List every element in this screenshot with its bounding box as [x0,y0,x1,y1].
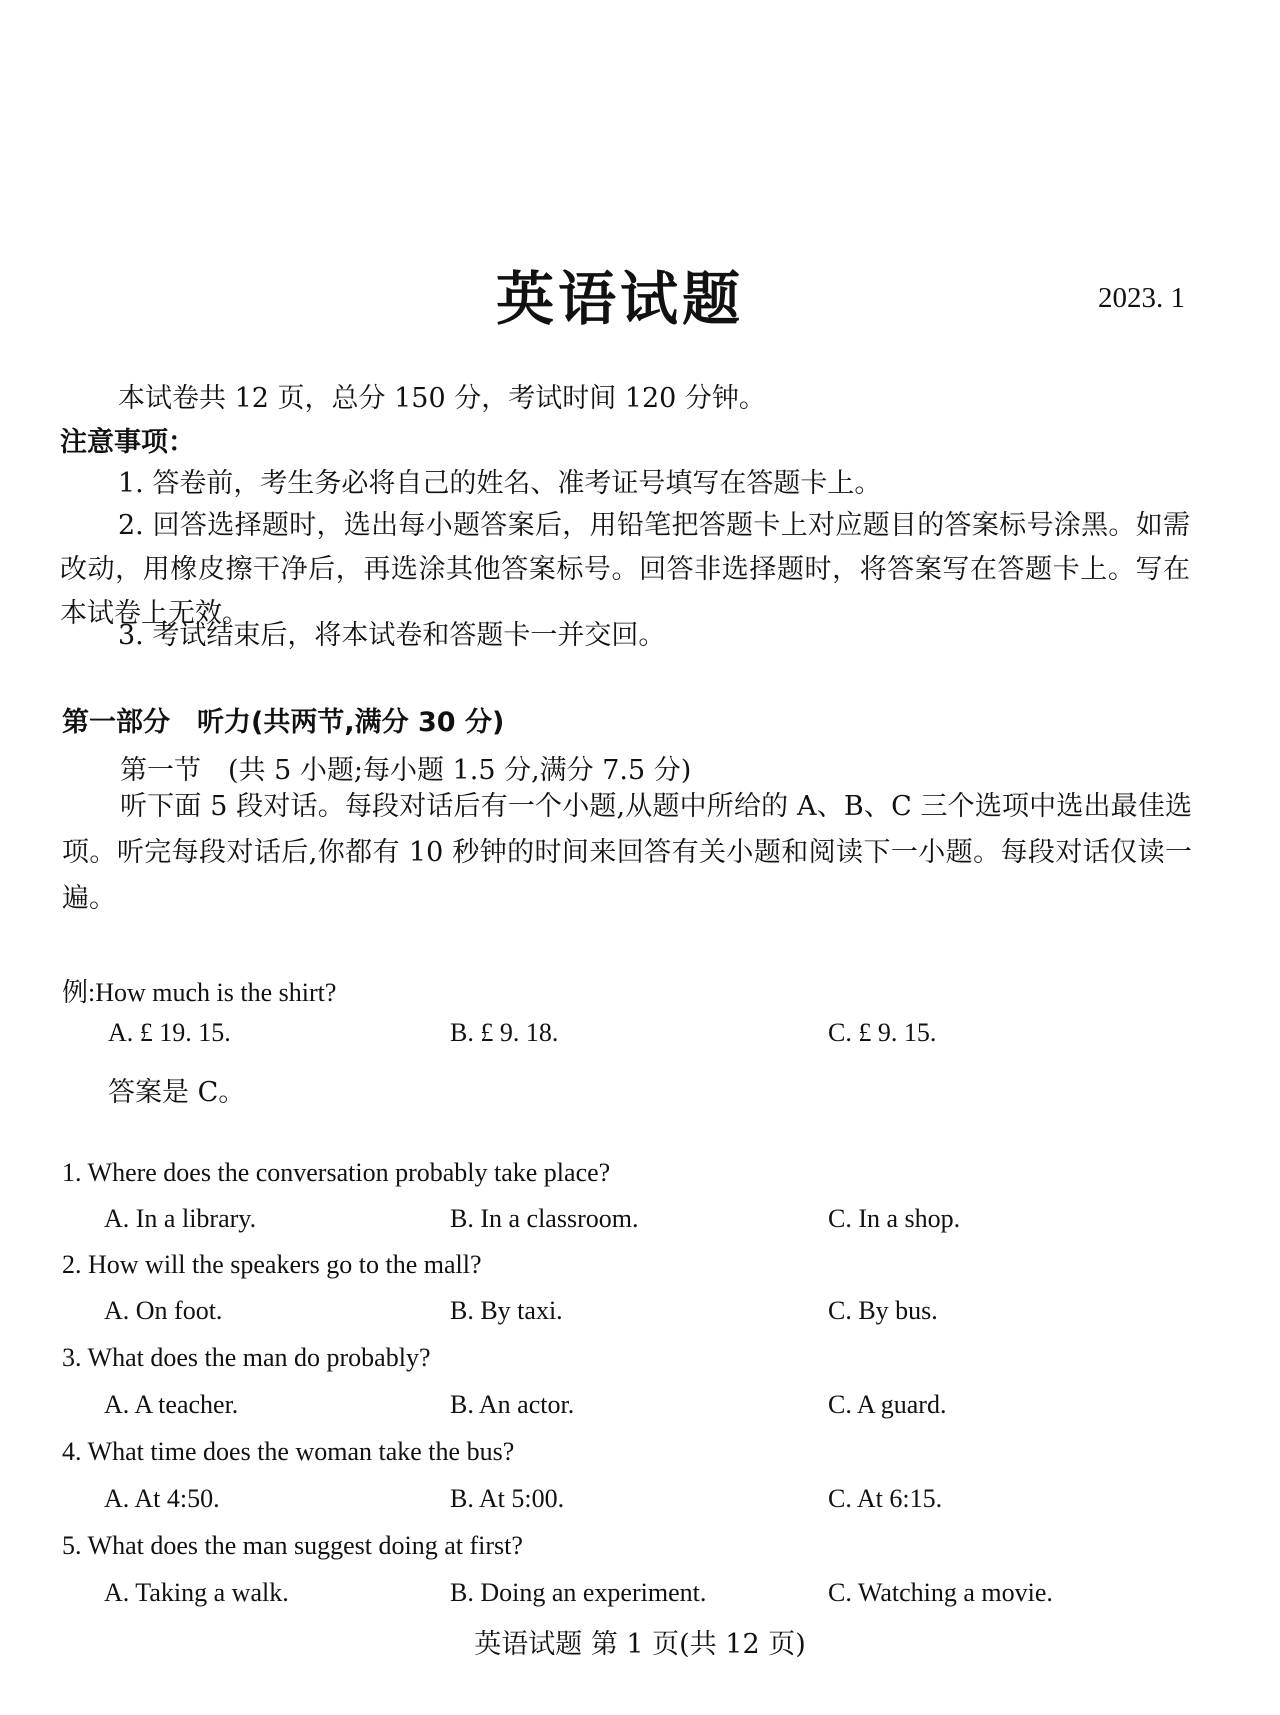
example-question: 例:How much is the shirt? [62,978,337,1007]
option-c: C. In a shop. [828,1204,961,1233]
option-b: B. At 5:00. [450,1484,565,1513]
option-a: A. £ 19. 15. [108,1018,231,1047]
option-b: B. £ 9. 18. [450,1018,559,1047]
option-c: C. By bus. [828,1296,938,1325]
option-b: B. In a classroom. [450,1204,639,1233]
option-a: A. At 4:50. [104,1484,220,1513]
question-text: 5. What does the man suggest doing at first? [62,1531,523,1560]
question-text: 4. What time does the woman take the bus? [62,1437,515,1466]
question-text: 1. Where does the conversation probably take place? [62,1158,611,1187]
notice-heading: 注意事项： [60,427,195,458]
notice-item: 3. 考试结束后，将本试卷和答题卡一并交回。 [118,620,666,651]
option-c: C. A guard. [828,1390,947,1419]
page-title: 英语试题 [495,265,744,333]
option-b: B. An actor. [450,1390,575,1419]
option-a: A. In a library. [104,1204,257,1233]
notice-item: 1. 答卷前，考生务必将自己的姓名、准考证号填写在答题卡上。 [118,468,882,499]
example-answer: 答案是 C。 [108,1077,246,1108]
option-a: A. A teacher. [104,1390,239,1419]
option-c: C. £ 9. 15. [828,1018,937,1047]
option-a: A. On foot. [104,1296,223,1325]
notice-item: 2. 回答选择题时，选出每小题答案后，用铅笔把答题卡上对应题目的答案标号涂黑。如需改动，用橡皮擦干净后，再选涂其他答案标号。回答非选择题时，将答案写在答题卡上。写在本试卷上无效。 [60,510,1190,629]
exam-date: 2023. 1 [1098,282,1185,314]
part-heading: 第一部分 听力(共两节,满分 30 分) [62,707,505,738]
intro-text: 本试卷共 12 页，总分 150 分，考试时间 120 分钟。 [118,383,766,414]
option-c: C. Watching a movie. [828,1578,1053,1607]
question-text: 3. What does the man do probably? [62,1343,431,1372]
section-heading: 第一节 (共 5 小题;每小题 1.5 分,满分 7.5 分) [120,755,692,786]
option-c: C. At 6:15. [828,1484,943,1513]
directions: 听下面 5 段对话。每段对话后有一个小题,从题中所给的 A、B、C 三个选项中选出最佳选项。听完每段对话后,你都有 10 秒钟的时间来回答有关小题和阅读下一小题。每段对话仅读一遍。 [62,791,1192,914]
question-text: 2. How will the speakers go to the mall? [62,1250,482,1279]
option-a: A. Taking a walk. [104,1578,289,1607]
page-footer: 英语试题 第 1 页(共 12 页) [474,1629,806,1660]
option-b: B. Doing an experiment. [450,1578,707,1607]
option-b: B. By taxi. [450,1296,563,1325]
